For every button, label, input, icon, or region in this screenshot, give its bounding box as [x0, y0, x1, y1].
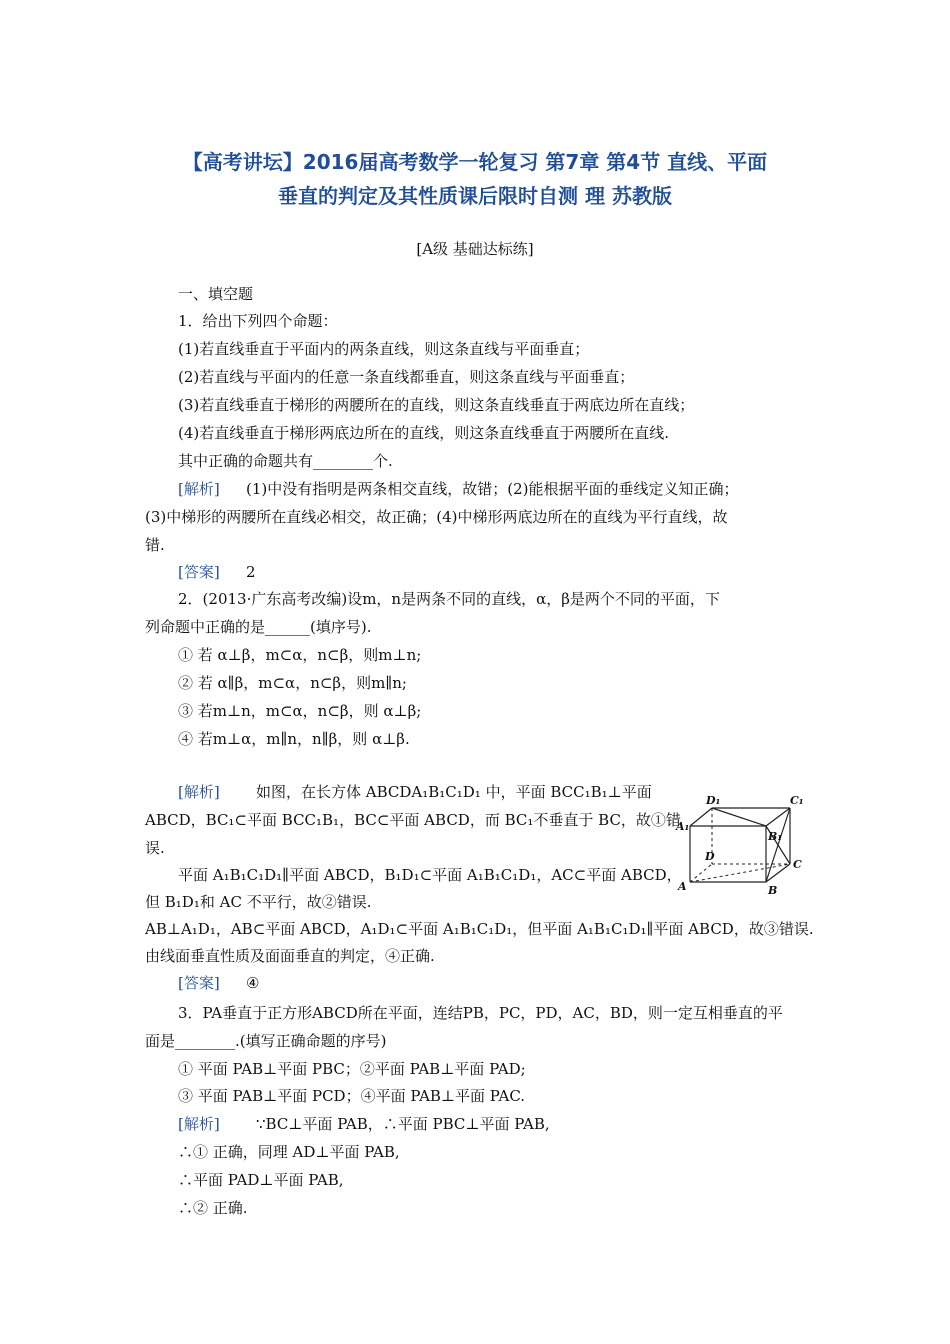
- q3-analysis-line-4: ∴② 正确.: [178, 1199, 248, 1217]
- q1-analysis-tag: [解析]: [178, 480, 220, 498]
- section-heading: 一、填空题: [178, 285, 254, 303]
- doc-title-line-1: 【高考讲坛】2016届高考数学一轮复习 第7章 第4节 直线、平面: [182, 150, 768, 174]
- q3-analysis-line-2: ∴① 正确，同理 AD⊥平面 PAB,: [178, 1143, 400, 1161]
- q2-analysis-line-6: AB⊥A₁D₁，AB⊂平面 ABCD，A₁D₁⊂平面 A₁B₁C₁D₁，但平面 A₁B₁C₁D₁∥平面 ABCD，故③错误.: [145, 920, 814, 938]
- q2-analysis-line-5: 但 B₁D₁和 AC 不平行，故②错误.: [145, 893, 372, 911]
- q3-option-line-1: ① 平面 PAB⊥平面 PBC；②平面 PAB⊥平面 PAD;: [178, 1060, 526, 1078]
- q1-stem: 1．给出下列四个命题：: [178, 312, 338, 330]
- label-a: A: [678, 880, 687, 893]
- q1-analysis-line-1: (1)中没有指明是两条相交直线，故错；(2)能根据平面的垂线定义知正确；: [246, 480, 739, 498]
- q3-option-line-2: ③ 平面 PAB⊥平面 PCD；④平面 PAB⊥平面 PAC.: [178, 1087, 526, 1105]
- q2-answer-tag: [答案]: [178, 974, 220, 992]
- q2-option-4: ④ 若m⊥α，m∥n，n∥β，则 α⊥β.: [178, 730, 410, 748]
- q2-analysis-tag: [解析]: [178, 783, 220, 801]
- q3-analysis-tag: [解析]: [178, 1115, 220, 1133]
- q2-stem-line-2: 列命题中正确的是______(填序号).: [145, 618, 372, 636]
- label-d: D: [705, 850, 715, 863]
- q3-analysis-line-3: ∴平面 PAD⊥平面 PAB,: [178, 1171, 344, 1189]
- label-c1: C₁: [790, 794, 804, 807]
- q1-answer-tag: [答案]: [178, 563, 220, 581]
- q2-stem-line-1: 2．(2013·广东高考改编)设m，n是两条不同的直线，α，β是两个不同的平面，下: [178, 590, 720, 608]
- label-b: B: [768, 884, 778, 897]
- q1-option-1: (1)若直线垂直于平面内的两条直线，则这条直线与平面垂直；: [178, 340, 590, 358]
- label-c: C: [793, 858, 802, 871]
- q2-answer: ④: [246, 974, 260, 992]
- doc-title-line-2: 垂直的判定及其性质课后限时自测 理 苏教版: [278, 184, 672, 208]
- q2-analysis-line-4: 平面 A₁B₁C₁D₁∥平面 ABCD，B₁D₁⊂平面 A₁B₁C₁D₁，AC⊂平面 ABCD，: [178, 866, 682, 884]
- q2-option-2: ② 若 α∥β，m⊂α，n⊂β，则m∥n;: [178, 674, 407, 692]
- label-a1: A₁: [676, 820, 690, 833]
- q1-option-3: (3)若直线垂直于梯形的两腰所在的直线，则这条直线垂直于两底边所在直线；: [178, 396, 695, 414]
- q2-option-1: ① 若 α⊥β，m⊂α，n⊂β，则m⊥n;: [178, 646, 422, 664]
- q1-analysis-line-3: 错.: [145, 536, 165, 554]
- label-d1: D₁: [706, 794, 721, 807]
- q3-analysis-line-1: ∵BC⊥平面 PAB，∴平面 PBC⊥平面 PAB,: [256, 1115, 550, 1133]
- level-label: [A级 基础达标练]: [416, 240, 534, 258]
- label-b1: B₁: [768, 830, 783, 843]
- q2-analysis-line-3: 误.: [145, 839, 165, 857]
- q3-stem-line-2: 面是________.(填写正确命题的序号): [145, 1032, 387, 1050]
- q2-option-3: ③ 若m⊥n，m⊂α，n⊂β，则 α⊥β;: [178, 702, 422, 720]
- q1-answer: 2: [246, 563, 256, 581]
- q1-ask: 其中正确的命题共有________个.: [178, 452, 393, 470]
- q1-option-4: (4)若直线垂直于梯形两底边所在的直线，则这条直线垂直于两腰所在直线.: [178, 424, 670, 442]
- cuboid-figure: [672, 794, 818, 898]
- q1-option-2: (2)若直线与平面内的任意一条直线都垂直，则这条直线与平面垂直；: [178, 368, 635, 386]
- q2-analysis-line-2: ABCD，BC₁⊂平面 BCC₁B₁，BC⊂平面 ABCD，而 BC₁不垂直于 BC，故①错: [145, 811, 681, 829]
- q1-analysis-line-2: (3)中梯形的两腰所在直线必相交，故正确；(4)中梯形两底边所在的直线为平行直线，故: [145, 508, 728, 526]
- q2-analysis-line-1: 如图，在长方体 ABCDA₁B₁C₁D₁ 中，平面 BCC₁B₁⊥平面: [256, 783, 652, 801]
- q3-stem-line-1: 3．PA垂直于正方形ABCD所在平面，连结PB，PC，PD，AC，BD，则一定互相垂直的平: [178, 1004, 783, 1022]
- q2-analysis-line-7: 由线面垂直性质及面面垂直的判定，④正确.: [145, 947, 435, 965]
